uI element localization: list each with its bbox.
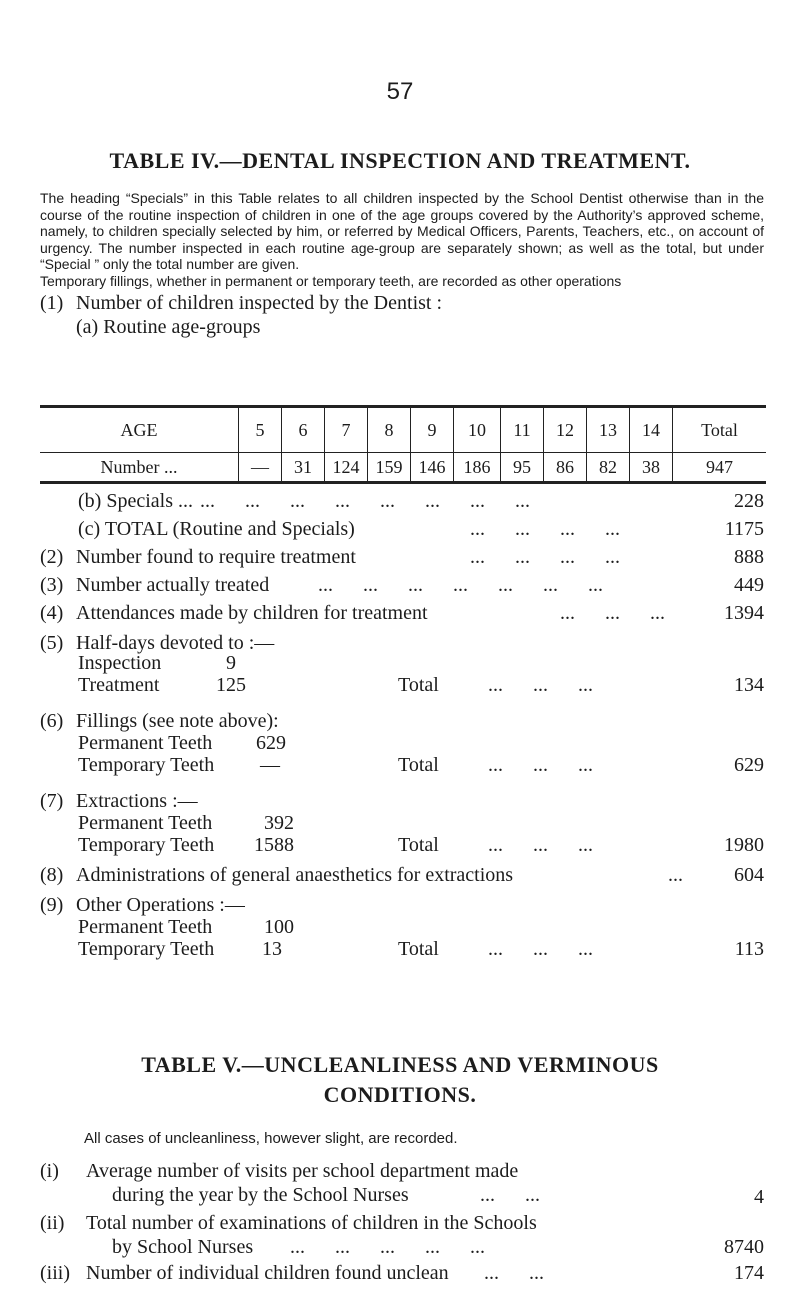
- age-number-cell: 146: [411, 453, 454, 483]
- item7-sub2-value: 1588: [254, 834, 294, 856]
- item6-label: (6): [40, 710, 64, 732]
- age-header-cell: 7: [325, 407, 368, 453]
- age-header-cell: 10: [454, 407, 501, 453]
- age-number-cell: —: [239, 453, 282, 483]
- item9-sub2-label: Temporary Teeth: [78, 938, 215, 960]
- leader-dots: ... ... ... ... ...: [290, 1236, 485, 1258]
- leader-dots: ... ...: [484, 1262, 544, 1284]
- age-number-cell: 186: [454, 453, 501, 483]
- leader-dots: ... ... ...: [488, 938, 593, 960]
- t5-iii-value: 174: [734, 1262, 764, 1284]
- leader-dots: ... ... ...: [560, 602, 665, 624]
- item9-label: (9): [40, 894, 64, 916]
- item9-sub1-label: Permanent Teeth: [78, 916, 213, 938]
- age-number-cell: 31: [282, 453, 325, 483]
- age-number-row: [40, 453, 766, 483]
- item7-total-word: Total: [398, 834, 439, 856]
- table4-title: TABLE IV.—DENTAL INSPECTION AND TREATMENT.: [109, 148, 691, 173]
- leader-dots: ... ... ... ... ... ... ...: [318, 574, 603, 596]
- item7-sub1-label: Permanent Teeth: [78, 812, 213, 834]
- page-number: 57: [386, 78, 414, 105]
- item5-sub2-label: Treatment: [78, 674, 160, 696]
- age-number-cell: 124: [325, 453, 368, 483]
- age-header-cell: 9: [411, 407, 454, 453]
- age-header-cell: 12: [544, 407, 587, 453]
- age-header-cell: AGE: [40, 407, 239, 453]
- intro-paragraph-2: Temporary fillings, whether in permanent or temporary teeth, are recorded as other operations: [40, 272, 622, 289]
- t5-iii-label: (iii): [40, 1262, 70, 1284]
- t5-i-text2: during the year by the School Nurses: [112, 1184, 409, 1206]
- item2-value: 888: [734, 546, 764, 568]
- item1a-text: (a) Routine age-groups: [76, 316, 261, 338]
- leader-dots: ... ... ... ...: [470, 546, 620, 568]
- item5-sub2-value: 125: [216, 674, 246, 696]
- item5-total-word: Total: [398, 674, 439, 696]
- t5-i-value: 4: [754, 1186, 764, 1208]
- item4-label: (4): [40, 602, 64, 624]
- table5-title-line1: TABLE V.—UNCLEANLINESS AND VERMINOUS: [141, 1052, 659, 1077]
- item7-sub1-value: 392: [264, 812, 294, 834]
- age-header-cell: 11: [501, 407, 544, 453]
- t5-ii-label: (ii): [40, 1212, 65, 1234]
- item6-sub2-value: —: [260, 754, 280, 776]
- item9-sub2-value: 13: [262, 938, 282, 960]
- item8-label: (8): [40, 864, 64, 886]
- item6-sub1-value: 629: [256, 732, 286, 754]
- t5-iii-text: Number of individual children found unclean: [86, 1262, 449, 1284]
- age-number-cell: 86: [544, 453, 587, 483]
- table4-intro: [40, 190, 764, 290]
- item4-value: 1394: [724, 602, 764, 624]
- item6-sub2-label: Temporary Teeth: [78, 754, 215, 776]
- age-number-cell: 82: [587, 453, 630, 483]
- age-number-cell: 38: [630, 453, 673, 483]
- age-number-cell: 159: [368, 453, 411, 483]
- age-header-row: [40, 407, 766, 453]
- item2-label: (2): [40, 546, 64, 568]
- item9-total-word: Total: [398, 938, 439, 960]
- item4-text: Attendances made by children for treatment: [76, 602, 428, 624]
- item5-sub1-label: Inspection: [78, 652, 162, 674]
- age-header-cell: 8: [368, 407, 411, 453]
- item7-label: (7): [40, 790, 64, 812]
- t5-i-label: (i): [40, 1160, 59, 1182]
- item3-text: Number actually treated: [76, 574, 270, 596]
- age-header-cell: 13: [587, 407, 630, 453]
- age-header-cell: 14: [630, 407, 673, 453]
- t5-ii-text1: Total number of examinations of children in the Schools: [86, 1212, 537, 1234]
- item7-value: 1980: [724, 834, 764, 856]
- t5-ii-value: 8740: [724, 1236, 764, 1258]
- item5-value: 134: [734, 674, 764, 696]
- item6-sub1-label: Permanent Teeth: [78, 732, 213, 754]
- item1-text: Number of children inspected by the Dentist :: [76, 292, 443, 314]
- intro-paragraph: The heading “Specials” in this Table relates to all children inspected by the School Dentist otherwise than in the course of the routine inspection of children in one of the age groups covered by the Authority’s approved scheme, namely, to children specially selected by him, or referred by Medical Officers, Parents, Teachers, etc., on account of urgency. The number inspected in each routine age-group are separately shown; as well as the total, but under “Special ” only the total number are given.: [40, 190, 764, 273]
- item7-text: Extractions :—: [76, 790, 198, 812]
- item8-value: 604: [734, 864, 764, 886]
- leader-dots: ... ... ...: [488, 674, 593, 696]
- item8-text: Administrations of general anaesthetics for extractions: [76, 864, 514, 886]
- age-number-cell: Number ...: [40, 453, 239, 483]
- table5-note: All cases of uncleanliness, however slight, are recorded.: [84, 1130, 458, 1147]
- age-header-cell: 5: [239, 407, 282, 453]
- item3-label: (3): [40, 574, 64, 596]
- item6-value: 629: [734, 754, 764, 776]
- age-header-cell: 6: [282, 407, 325, 453]
- table5-title-line2: CONDITIONS.: [323, 1082, 477, 1107]
- leader-dots: ... ... ...: [488, 834, 593, 856]
- item5-sub1-value: 9: [226, 652, 236, 674]
- item6-text: Fillings (see note above):: [76, 710, 279, 732]
- leader-dots: ...: [668, 864, 683, 886]
- item2-text: Number found to require treatment: [76, 546, 356, 568]
- item1-label: (1): [40, 292, 64, 314]
- item1c-text: (c) TOTAL (Routine and Specials): [78, 518, 355, 540]
- age-table: [40, 405, 766, 484]
- item5-label: (5): [40, 632, 64, 654]
- item6-total-word: Total: [398, 754, 439, 776]
- item9-sub1-value: 100: [264, 916, 294, 938]
- item5-text: Half-days devoted to :—: [76, 632, 275, 654]
- item1c-value: 1175: [724, 518, 764, 540]
- age-number-cell: 95: [501, 453, 544, 483]
- t5-ii-text2: by School Nurses: [112, 1236, 254, 1258]
- t5-i-text1: Average number of visits per school department made: [86, 1160, 519, 1182]
- item3-value: 449: [734, 574, 764, 596]
- leader-dots: ... ... ... ... ... ... ... ...: [200, 490, 530, 512]
- leader-dots: ... ... ...: [488, 754, 593, 776]
- leader-dots: ... ... ... ...: [470, 518, 620, 540]
- item7-sub2-label: Temporary Teeth: [78, 834, 215, 856]
- item9-value: 113: [734, 938, 764, 960]
- item9-text: Other Operations :—: [76, 894, 245, 916]
- age-number-cell: 947: [673, 453, 767, 483]
- item1b-value: 228: [734, 490, 764, 512]
- age-header-cell: Total: [673, 407, 767, 453]
- leader-dots: ... ...: [480, 1184, 540, 1206]
- item1b-text: (b) Specials ...: [78, 490, 193, 512]
